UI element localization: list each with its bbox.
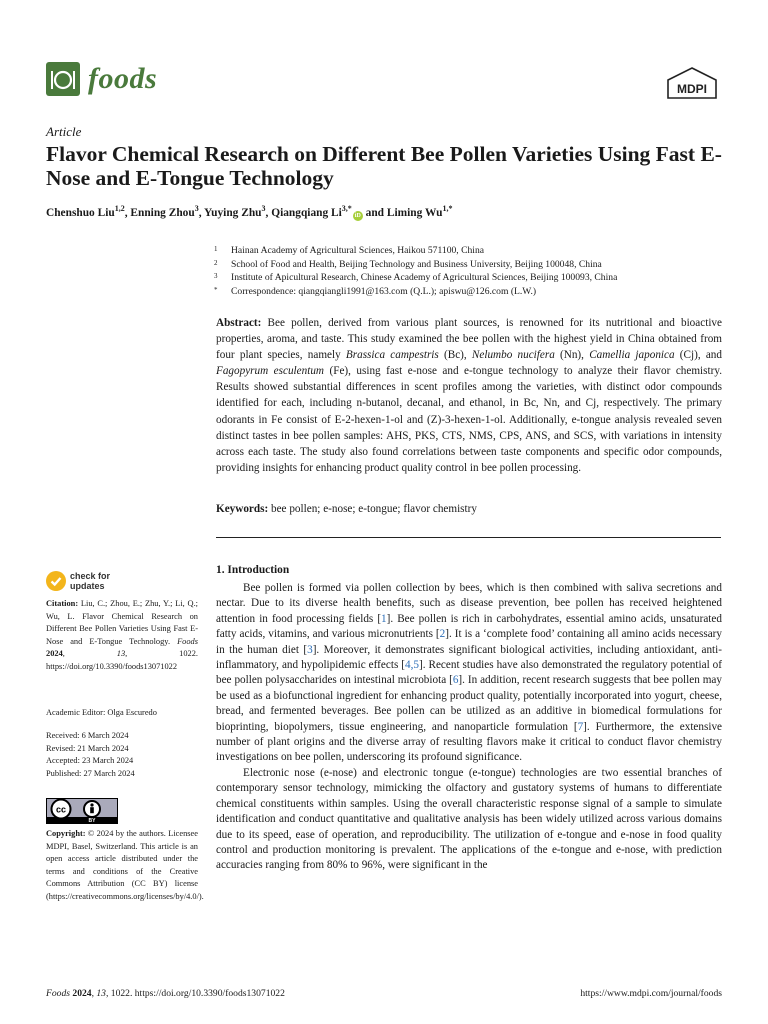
affiliation-number: 3	[214, 272, 218, 280]
citation-link[interactable]: 7	[577, 720, 584, 733]
citation-label: Citation:	[46, 599, 79, 608]
keywords-label: Keywords:	[216, 503, 269, 515]
citation-doi[interactable]: , 1022. https://doi.org/10.3390/foods13071022	[46, 649, 198, 671]
author-sep: ,	[124, 206, 131, 219]
author-name[interactable]: Chenshuo Liu	[46, 206, 115, 219]
citation-block: Citation: Liu, C.; Zhou, E.; Zhu, Y.; Li, Q.; Wu, L. Flavor Chemical Research on Different Bee Pollen Varieties Using Fast E-Nose and E-Tongue Technology. Foods 2024, 13, 1022. https://doi.org/10.3390/foods13071022	[46, 599, 198, 671]
para-text: ]. Furthermore, the extensive number of plant origins and the diverse array of resulting flavors make it critical to conduct flavor chemistry investigations on bee pollen, underscoring its profound significance.	[216, 720, 723, 764]
author-name[interactable]: Yuying Zhu	[203, 206, 262, 219]
author-name[interactable]: Liming Wu	[386, 206, 443, 219]
citation-link[interactable]: 1	[381, 612, 387, 625]
correspondence-text[interactable]: Correspondence: qiangqiangli1991@163.com (Q.L.); apiswu@126.com (L.W.)	[231, 285, 537, 297]
check-line1: check for	[70, 571, 111, 581]
check-updates-label	[70, 571, 110, 591]
copyright-label: Copyright:	[46, 829, 86, 838]
affiliation-number: 1	[214, 245, 218, 253]
foods-logo-icon	[46, 62, 80, 96]
author-sep: ,	[198, 206, 204, 219]
abstract-label: Abstract:	[216, 317, 262, 329]
section-heading: 1. Introduction	[216, 564, 290, 576]
citation-text: Liu, C.; Zhou, E.; Zhu, Y.; Li, Q.; Wu, L. Flavor Chemical Research on Different Bee Pollen Varieties Using Fast E-Nose and E-Tongue Technology.	[46, 599, 198, 646]
citation-link[interactable]: 6	[452, 674, 459, 687]
affiliation-text: School of Food and Health, Beijing Technology and Business University, Beijing 100048, China	[231, 258, 602, 270]
species-name: Camellia japonica	[589, 349, 675, 362]
para-text: ]. Moreover, it demonstrates significant biological activities, including antioxidant, anti-inflammatory, and hypolipidemic effects [	[216, 643, 722, 672]
affiliation-number: 2	[214, 258, 218, 267]
citation-year: 2024	[46, 649, 63, 659]
footer-citation: Foods 2024, 13, 1022. https://doi.org/10.3390/foods13071022	[46, 988, 285, 999]
affiliation	[214, 271, 724, 285]
body-text	[216, 581, 722, 874]
check-line2: updates	[70, 581, 105, 591]
author-affil: 3	[194, 204, 199, 213]
abstract-text: (Bc),	[438, 349, 472, 362]
received-date: Received: 6 March 2024	[46, 731, 129, 740]
author-list	[46, 204, 736, 221]
species-name: Fagopyrum esculentum	[216, 365, 325, 378]
author-sep: and	[362, 206, 387, 219]
divider	[216, 537, 721, 538]
species-name: Nelumbo nucifera	[471, 349, 555, 362]
orcid-icon[interactable]: iD	[354, 212, 361, 219]
publisher-name: MDPI	[677, 82, 707, 96]
citation-link[interactable]: 4,5	[405, 659, 419, 672]
abstract-text: (Cj), and	[674, 349, 722, 362]
correspondence	[214, 285, 724, 299]
svg-text:BY: BY	[88, 818, 96, 824]
cc-by-license-icon[interactable]	[46, 798, 118, 824]
para-text: ]. Recent studies have also demonstrated the regulatory potential of bee pollen polysaccharides on intestinal microbiota [	[216, 659, 722, 687]
academic-editor: Academic Editor: Olga Escuredo	[46, 708, 157, 717]
footer-journal-url[interactable]: https://www.mdpi.com/journal/foods	[580, 988, 722, 999]
affiliation-list	[214, 244, 724, 298]
author-sep: ,	[265, 206, 272, 219]
para-text: Bee pollen is formed via pollen collection by bees, which is then combined with saliva secretions and nectar. Due to its diverse health benefits, such as disease prevention, bee pollen has received heightened attention in food processing fields [	[216, 582, 722, 625]
journal-name: foods	[88, 62, 158, 95]
author-affil: 1,*	[442, 204, 453, 213]
citation-link[interactable]: 2	[439, 628, 446, 641]
affiliation-text: Hainan Academy of Agricultural Sciences, Haikou 571100, China	[231, 245, 485, 256]
keywords-text: bee pollen; e-nose; e-tongue; flavor chemistry	[268, 503, 477, 515]
check-updates-icon	[46, 571, 66, 591]
mdpi-logo-icon[interactable]	[664, 67, 720, 101]
author-affil: 1,2	[114, 204, 125, 213]
affiliation-text: Institute of Apicultural Research, Chinese Academy of Agricultural Sciences, Beijing 100093, China	[231, 272, 618, 283]
author-name[interactable]: Qiangqiang Li	[271, 206, 342, 219]
abstract-text: (Nn),	[554, 349, 590, 362]
abstract-text: (Fe), using fast e-nose and e-tongue technology to analyze their flavor chemistry. Results showed substantial differences in scent profiles among the varieties, with distinct odor compounds identified for each, including n-butanol, decanal, and ethanol, in Bc, Nn, and Cj, respectively. The primary odorants in Fe consist of E-2-hexen-1-ol and (Z)-3-hexen-1-ol. Additionally, e-tongue analysis revealed seven distinct tastes in bee pollen samples: AHS, PKS, CTS, NMS, CPS, ANS, and SCS, with variations in intensity across each taste. The study also found correlations between taste components and specific odor compounds, providing insights for enhancing product quality control in bee pollen processing.	[216, 365, 723, 474]
author-affil: 3	[261, 204, 266, 213]
published-date: Published: 27 March 2024	[46, 768, 135, 778]
svg-text:cc: cc	[55, 804, 67, 815]
author-name[interactable]: Enning Zhou	[130, 206, 195, 219]
citation-link[interactable]: 3	[307, 643, 313, 656]
article-type: Article	[46, 124, 82, 139]
footer-doi[interactable]: , 1022. https://doi.org/10.3390/foods13071022	[105, 988, 285, 999]
check-for-updates-button[interactable]	[46, 571, 110, 591]
copyright-block	[46, 828, 204, 904]
abstract	[216, 315, 722, 476]
footer-journal: Foods	[46, 988, 70, 999]
copyright-text: © 2024 by the authors. Licensee MDPI, Basel, Switzerland. This article is an open access article distributed under the terms and conditions of the Creative Commons Attribution (CC BY) license (https://creativecommons.org/licenses/by/4.0/).	[46, 829, 204, 901]
footer-volume: 13	[96, 988, 106, 999]
keywords	[216, 503, 722, 515]
abstract-text: Bee pollen, derived from various plant sources, is renowned for its nutritional and bioactive properties, aroma, and taste. This study examined the bee pollen with the highest yield in China obtained from four plant species, namely	[216, 317, 722, 362]
citation-volume: 13	[116, 649, 126, 659]
affiliation	[214, 258, 724, 272]
affiliation-number: *	[214, 285, 218, 294]
para-text: ]. Bee pollen is rich in carbohydrates, essential amino acids, unsaturated fatty acids, vitamins, and various micronutrients [	[216, 612, 722, 641]
paragraph: Electronic nose (e-nose) and electronic tongue (e-tongue) technologies are two essential branches of contemporary sensor technology, mimicking the olfactory and gustatory systems of humans to differentiate chemical constituents within samples. Using the overall characteristic response signal of a sample to simulate identification and conduct quantitative and qualitative analysis has been widely utilized across various domains due to its speed, ease of operation, and reproducibility. The utilization of e-tongue and e-nose in food quality control and production monitoring is prevalent. The applications of the e-tongue and e-nose, with prediction accuracies ranging from 80% to 96%, were significant in the	[216, 766, 722, 872]
species-name: Brassica campestris	[345, 349, 439, 362]
affiliation	[214, 244, 724, 258]
journal-logo[interactable]	[46, 62, 157, 96]
paper-title: Flavor Chemical Research on Different Bee Pollen Varieties Using Fast E-Nose and E-Tongue Technology	[46, 142, 722, 190]
para-text: ]. In addition, recent research suggests that bee pollen may be used as a biofunctional ingredient for enhancing product quality, potentially incorporated into yogurt, cheese, bread, and fermented beverages. Bee pollen can be utilized as an additive in biomedical formulations for bioprinting, biopolymers, tissue engineering, and nanoparticle formulation [	[216, 674, 722, 733]
dates-block	[46, 730, 198, 780]
paragraph	[216, 581, 722, 766]
citation-journal: Foods	[177, 636, 198, 646]
author-affil: 3,*	[341, 204, 352, 213]
footer-year: 2024	[72, 988, 92, 999]
para-text: ]. It is a ‘complete food’ containing all amino acids necessary in the human diet [	[216, 628, 722, 656]
accepted-date: Accepted: 23 March 2024	[46, 756, 134, 766]
revised-date: Revised: 21 March 2024	[46, 743, 129, 753]
